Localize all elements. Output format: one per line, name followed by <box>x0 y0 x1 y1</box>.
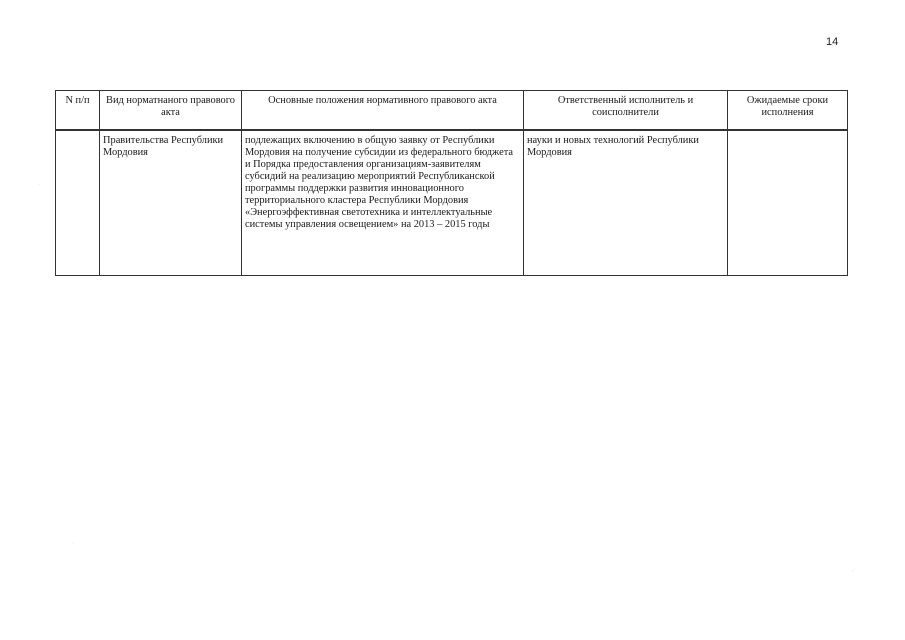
header-number: N п/п <box>56 91 100 131</box>
header-expected-dates: Ожидаемые сроки исполнения <box>728 91 848 131</box>
scan-speck: ⋅ <box>38 183 41 189</box>
header-act-type: Вид норматнаного правового акта <box>100 91 242 131</box>
cell-number <box>56 130 100 276</box>
header-responsible: Ответственный исполнитель и соисполнители <box>524 91 728 131</box>
table-row <box>56 130 848 276</box>
page-number: 14 <box>826 36 839 48</box>
plan-table <box>55 90 848 276</box>
header-main-provisions: Основные положения нормативного правового акта <box>242 91 524 131</box>
cell-main-provisions: подлежащих включению в общую заявку от Республики Мордовия на получение субсидии из федерального бюджета и Порядка предоставления организациям-заявителям субсидий на реализацию мероприятий Республиканской программы поддержки развития инновационного территориального кластера Республики Мордовия «Энергоэффективная светотехника и интеллектуальные системы управления освещением» на 2013 – 2015 годы <box>242 130 524 276</box>
cell-expected-dates <box>728 130 848 276</box>
scan-speck: ⋅ <box>852 569 855 575</box>
cell-act-type: Правительства Республики Мордовия <box>100 130 242 276</box>
scan-speck: ⋅ <box>72 541 75 547</box>
cell-responsible: науки и новых технологий Республики Мордовия <box>524 130 728 276</box>
table-header-row <box>56 91 848 131</box>
